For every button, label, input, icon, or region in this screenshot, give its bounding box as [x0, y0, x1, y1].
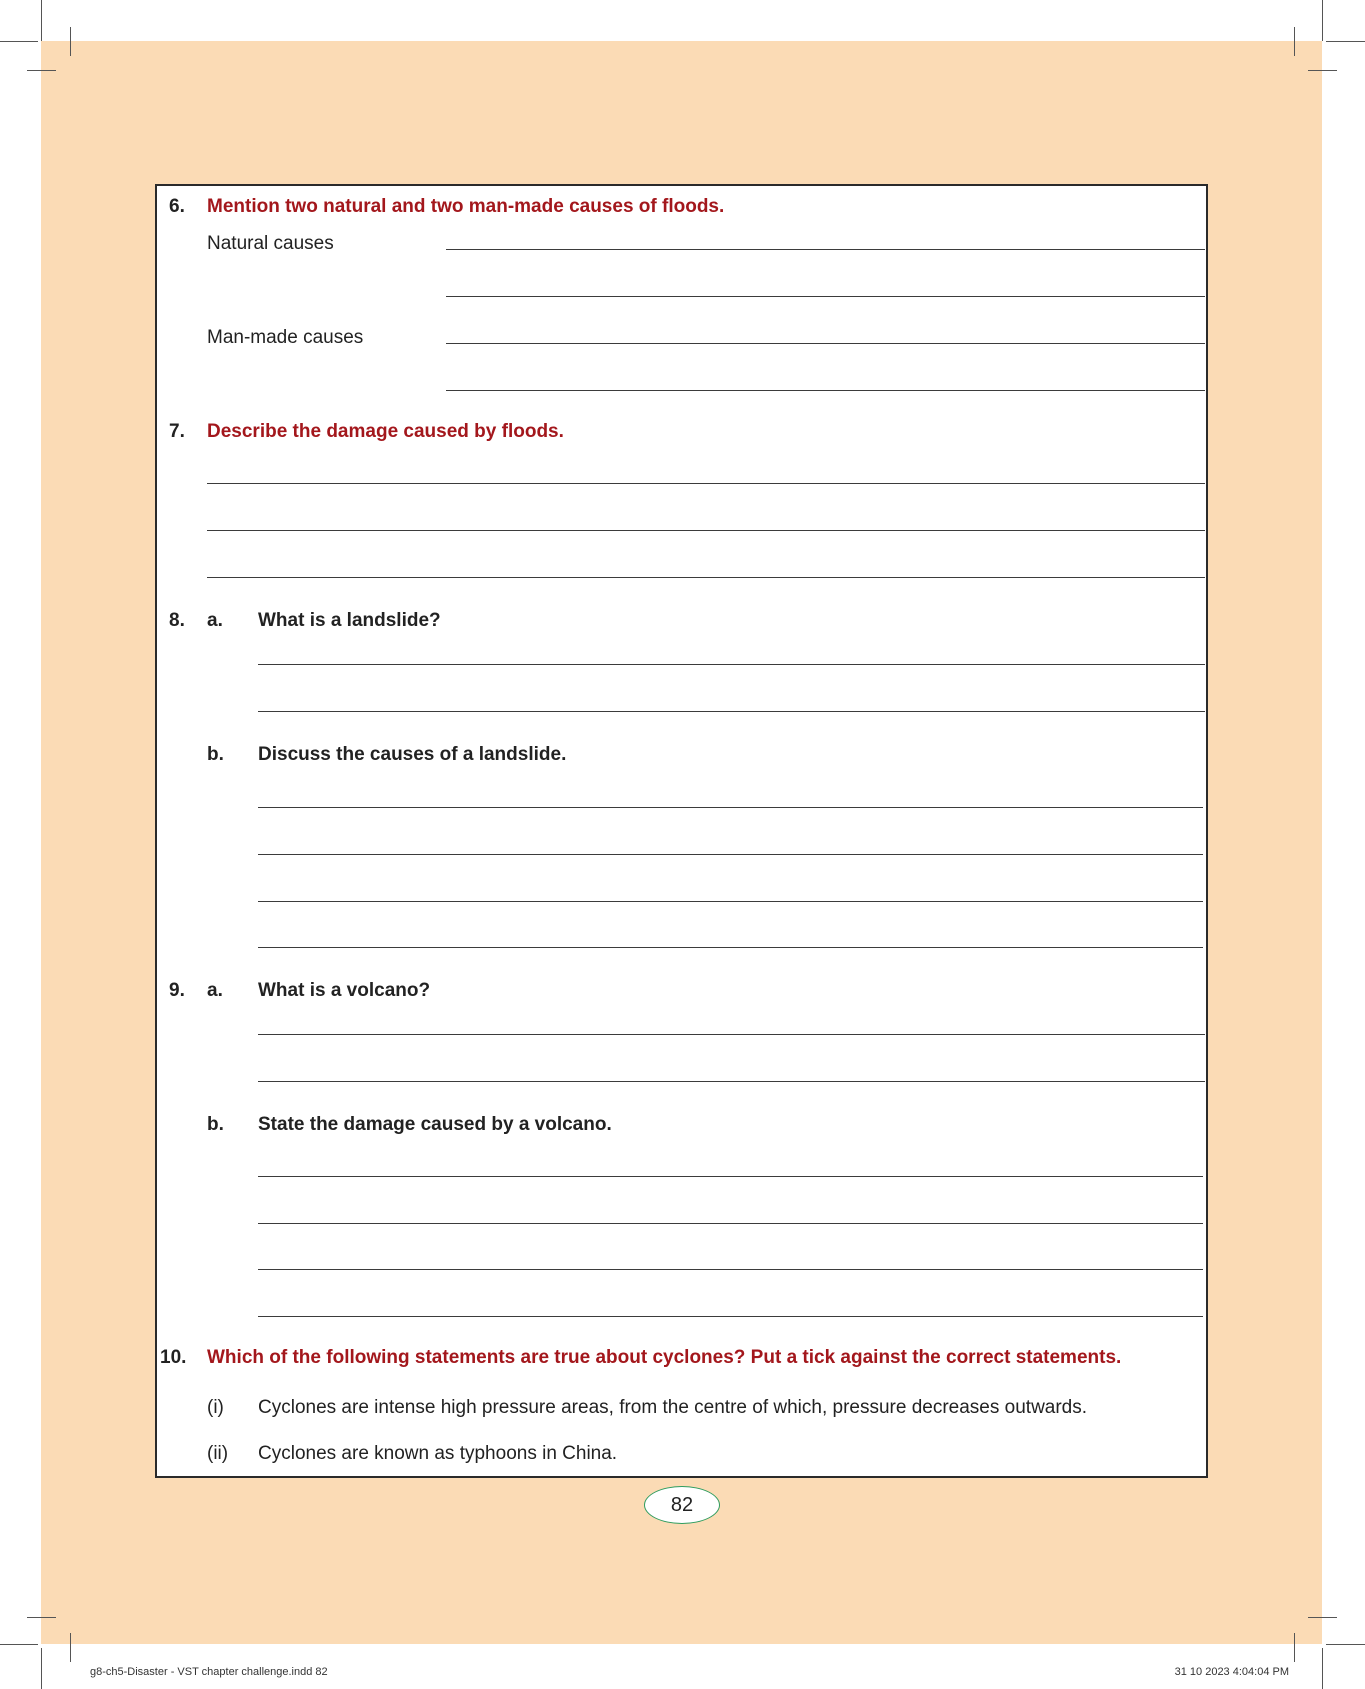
answer-line[interactable] — [258, 1034, 1205, 1035]
answer-line[interactable] — [207, 577, 1205, 578]
answer-line[interactable] — [258, 1269, 1203, 1270]
answer-line[interactable] — [258, 854, 1203, 855]
q10-statement-label: (i) — [207, 1397, 224, 1418]
answer-line[interactable] — [446, 343, 1205, 344]
answer-line[interactable] — [258, 901, 1203, 902]
crop-mark — [1326, 1644, 1365, 1645]
crop-mark — [1308, 70, 1337, 71]
q10-question: Which of the following statements are true about cyclones? Put a tick against the correct statements. — [207, 1347, 1122, 1368]
answer-line[interactable] — [258, 807, 1203, 808]
crop-mark — [1308, 1617, 1337, 1618]
q9-a-label: a. — [207, 980, 223, 1001]
q6-manmade-label: Man-made causes — [207, 327, 364, 348]
q9-b-label: b. — [207, 1114, 224, 1135]
q6-natural-label: Natural causes — [207, 233, 334, 254]
answer-line[interactable] — [446, 249, 1205, 250]
crop-mark — [0, 41, 38, 42]
q9-a-question: What is a volcano? — [258, 980, 431, 1001]
q10-statement-text: Cyclones are intense high pressure areas, from the centre of which, pressure decreases outwards. — [258, 1397, 1088, 1418]
q6-number: 6. — [169, 196, 185, 217]
footer-filename: g8-ch5-Disaster - VST chapter challenge.indd 82 — [90, 1666, 328, 1678]
q10-number: 10. — [160, 1347, 187, 1368]
crop-mark — [1326, 41, 1365, 42]
answer-line[interactable] — [258, 1316, 1203, 1317]
q8-number: 8. — [169, 610, 185, 631]
q7-number: 7. — [169, 421, 185, 442]
crop-mark — [70, 1633, 71, 1662]
q8-a-label: a. — [207, 610, 223, 631]
answer-line[interactable] — [258, 711, 1205, 712]
q8-b-question: Discuss the causes of a landslide. — [258, 744, 567, 765]
q7-question: Describe the damage caused by floods. — [207, 421, 564, 442]
answer-line[interactable] — [258, 1223, 1203, 1224]
crop-mark — [1322, 1648, 1323, 1689]
answer-line[interactable] — [446, 296, 1205, 297]
answer-line[interactable] — [207, 483, 1205, 484]
q9-b-question: State the damage caused by a volcano. — [258, 1114, 612, 1135]
answer-line[interactable] — [258, 1081, 1205, 1082]
crop-mark — [1322, 0, 1323, 41]
answer-line[interactable] — [207, 530, 1205, 531]
answer-line[interactable] — [258, 1176, 1203, 1177]
answer-line[interactable] — [446, 390, 1205, 391]
page-number: 82 — [644, 1486, 720, 1524]
q8-a-question: What is a landslide? — [258, 610, 441, 631]
footer-timestamp: 31 10 2023 4:04:04 PM — [1174, 1666, 1289, 1678]
crop-mark — [27, 1617, 56, 1618]
crop-mark — [70, 27, 71, 56]
q6-question: Mention two natural and two man-made causes of floods. — [207, 196, 725, 217]
q9-number: 9. — [169, 980, 185, 1001]
crop-mark — [27, 70, 56, 71]
crop-mark — [41, 1648, 42, 1689]
crop-mark — [0, 1644, 38, 1645]
answer-line[interactable] — [258, 664, 1205, 665]
crop-mark — [1294, 1633, 1295, 1662]
q8-b-label: b. — [207, 744, 224, 765]
crop-mark — [1294, 27, 1295, 56]
q10-statement-label: (ii) — [207, 1443, 229, 1464]
worksheet-box — [155, 184, 1208, 1478]
answer-line[interactable] — [258, 947, 1203, 948]
crop-mark — [41, 0, 42, 41]
q10-statement-text: Cyclones are known as typhoons in China. — [258, 1443, 618, 1464]
